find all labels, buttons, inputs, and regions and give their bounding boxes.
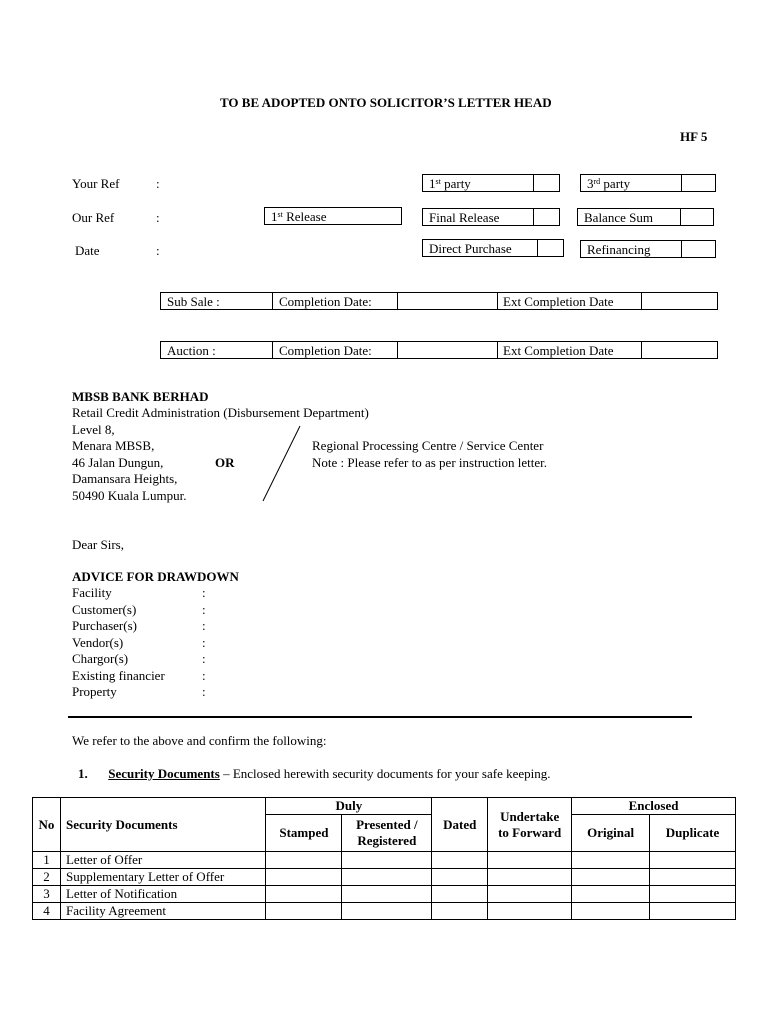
col-original: Original [572, 815, 650, 852]
col-presented: Presented / Registered [342, 815, 432, 852]
advice-colon: : [202, 635, 206, 650]
advice-field-property: Property [72, 684, 117, 699]
or-label: OR [215, 455, 235, 470]
third-party-box[interactable] [580, 174, 716, 192]
your-ref-colon: : [156, 176, 160, 191]
advice-title: ADVICE FOR DRAWDOWN [72, 569, 239, 584]
table-row [33, 903, 736, 920]
duplicate-cell[interactable] [650, 903, 736, 920]
item-1 [78, 766, 551, 782]
row-document: Supplementary Letter of Offer [60, 869, 265, 886]
regional-centre: Regional Processing Centre / Service Center [312, 438, 544, 453]
first-release-label: 1st Release [271, 209, 327, 224]
undertake-cell[interactable] [488, 886, 572, 903]
third-party-label: 3rd party [587, 176, 631, 191]
direct-purchase-checkbox[interactable] [537, 240, 538, 256]
divider [497, 293, 498, 309]
advice-field-facility: Facility [72, 585, 112, 600]
direct-purchase-label: Direct Purchase [429, 241, 512, 256]
item-number: 1. [78, 766, 88, 781]
final-release-box[interactable] [422, 208, 560, 226]
first-release-box[interactable] [264, 207, 402, 225]
table-row [33, 886, 736, 903]
auction-row [160, 341, 718, 359]
advice-colon: : [202, 585, 206, 600]
form-code: HF 5 [680, 129, 708, 144]
first-party-box[interactable] [422, 174, 560, 192]
first-party-label: 1st party [429, 176, 471, 191]
final-release-checkbox[interactable] [533, 209, 534, 225]
col-stamped: Stamped [266, 815, 342, 852]
bank-department: Retail Credit Administration (Disbursement Department) [72, 405, 369, 420]
item-title: Security Documents [108, 766, 220, 781]
presented-cell[interactable] [342, 869, 432, 886]
date-colon: : [156, 243, 160, 258]
col-dated: Dated [432, 798, 488, 852]
col-enclosed: Enclosed [572, 798, 736, 815]
auction-ext-field[interactable] [642, 342, 718, 358]
col-undertake: Undertake to Forward [488, 798, 572, 852]
refinancing-label: Refinancing [587, 242, 651, 257]
advice-colon: : [202, 602, 206, 617]
undertake-cell[interactable] [488, 869, 572, 886]
auction-ext-label: Ext Completion Date [503, 343, 614, 358]
row-number: 1 [33, 852, 61, 869]
undertake-cell[interactable] [488, 903, 572, 920]
table-row [33, 869, 736, 886]
stamped-cell[interactable] [266, 852, 342, 869]
address-line-2: Menara MBSB, [72, 438, 155, 453]
refinancing-checkbox[interactable] [681, 241, 682, 257]
our-ref-label: Our Ref [72, 210, 115, 225]
address-line-3: 46 Jalan Dungun, [72, 455, 164, 470]
original-cell[interactable] [572, 886, 650, 903]
date-label: Date [75, 243, 100, 258]
final-release-label: Final Release [429, 210, 500, 225]
presented-cell[interactable] [342, 903, 432, 920]
sub-sale-ext-label: Ext Completion Date [503, 294, 614, 309]
col-no: No [33, 798, 61, 852]
salutation: Dear Sirs, [72, 537, 124, 552]
original-cell[interactable] [572, 852, 650, 869]
first-party-checkbox[interactable] [533, 175, 534, 191]
address-line-4: Damansara Heights, [72, 471, 178, 486]
regional-note: Note : Please refer to as per instruction letter. [312, 455, 548, 470]
your-ref-label: Your Ref [72, 176, 120, 191]
item-text: – Enclosed herewith security documents for your safe keeping. [219, 766, 551, 781]
dated-cell[interactable] [432, 903, 488, 920]
divider [272, 342, 273, 358]
balance-sum-box[interactable] [577, 208, 714, 226]
duplicate-cell[interactable] [650, 886, 736, 903]
col-duly: Duly [266, 798, 432, 815]
auction-label: Auction : [167, 343, 216, 358]
dated-cell[interactable] [432, 852, 488, 869]
intro-text: We refer to the above and confirm the following: [72, 733, 327, 748]
sub-sale-label: Sub Sale : [167, 294, 220, 309]
divider [272, 293, 273, 309]
duplicate-cell[interactable] [650, 852, 736, 869]
divider [497, 342, 498, 358]
stamped-cell[interactable] [266, 903, 342, 920]
advice-colon: : [202, 668, 206, 683]
direct-purchase-box[interactable] [422, 239, 564, 257]
sub-sale-ext-field[interactable] [642, 293, 718, 309]
refinancing-box[interactable] [580, 240, 716, 258]
auction-completion-label: Completion Date: [279, 343, 372, 358]
advice-colon: : [202, 618, 206, 633]
original-cell[interactable] [572, 869, 650, 886]
sub-sale-row [160, 292, 718, 310]
sub-sale-completion-field[interactable] [398, 293, 496, 309]
sub-sale-completion-label: Completion Date: [279, 294, 372, 309]
advice-colon: : [202, 684, 206, 699]
address-line-1: Level 8, [72, 422, 115, 437]
bank-name: MBSB BANK BERHAD [72, 389, 209, 404]
third-party-checkbox[interactable] [681, 175, 682, 191]
balance-sum-label: Balance Sum [584, 210, 653, 225]
advice-field-vendors: Vendor(s) [72, 635, 124, 650]
divider-slash [260, 424, 304, 504]
col-duplicate: Duplicate [650, 815, 736, 852]
row-number: 4 [33, 903, 61, 920]
address-line-5: 50490 Kuala Lumpur. [72, 488, 187, 503]
dated-cell[interactable] [432, 886, 488, 903]
undertake-cell[interactable] [488, 852, 572, 869]
col-security-documents: Security Documents [60, 798, 265, 852]
section-divider [68, 716, 692, 718]
row-document: Facility Agreement [60, 903, 265, 920]
advice-field-existing-financier: Existing financier [72, 668, 165, 683]
presented-cell[interactable] [342, 886, 432, 903]
dated-cell[interactable] [432, 869, 488, 886]
auction-completion-field[interactable] [398, 342, 496, 358]
our-ref-colon: : [156, 210, 160, 225]
advice-field-customers: Customer(s) [72, 602, 137, 617]
row-number: 3 [33, 886, 61, 903]
presented-cell[interactable] [342, 852, 432, 869]
advice-field-purchasers: Purchaser(s) [72, 618, 137, 633]
row-document: Letter of Offer [60, 852, 265, 869]
row-number: 2 [33, 869, 61, 886]
stamped-cell[interactable] [266, 886, 342, 903]
advice-colon: : [202, 651, 206, 666]
balance-sum-checkbox[interactable] [680, 209, 681, 225]
duplicate-cell[interactable] [650, 869, 736, 886]
security-documents-table [32, 797, 736, 920]
row-document: Letter of Notification [60, 886, 265, 903]
document-title: TO BE ADOPTED ONTO SOLICITOR’S LETTER HEAD [220, 95, 552, 110]
table-row [33, 852, 736, 869]
original-cell[interactable] [572, 903, 650, 920]
stamped-cell[interactable] [266, 869, 342, 886]
advice-field-chargors: Chargor(s) [72, 651, 129, 666]
